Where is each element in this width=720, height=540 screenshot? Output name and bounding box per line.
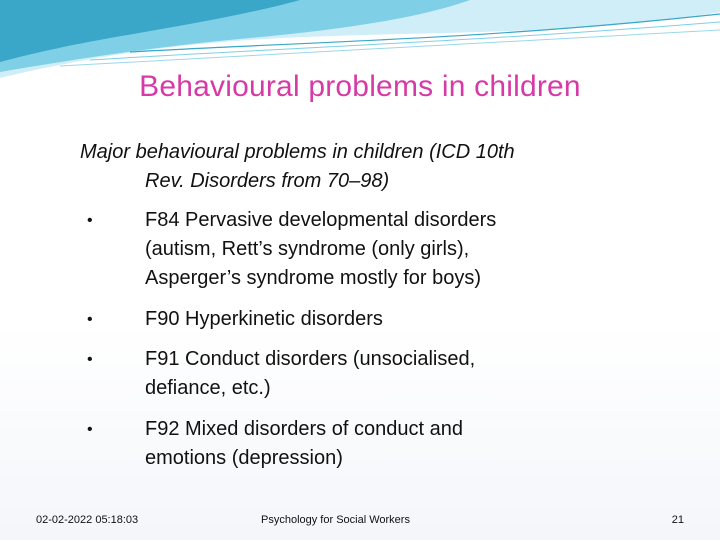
bullet-text [145, 206, 665, 293]
bullet-line: F92 Mixed disorders of conduct and [145, 418, 463, 440]
bullet-marker: • [87, 351, 93, 368]
bullet-line: emotions (depression) [145, 447, 343, 469]
page-number: 21 [671, 514, 684, 526]
bullet-line: F84 Pervasive developmental disorders [145, 209, 497, 231]
bullet-marker: • [87, 421, 93, 438]
bullet-line: F91 Conduct disorders (unsocialised, [145, 348, 476, 370]
slide-title: Behavioural problems in children [139, 70, 581, 103]
bullet-marker: • [87, 212, 93, 229]
bullet-line: Asperger’s syndrome mostly for boys) [145, 267, 482, 289]
bullet-line: (autism, Rett’s syndrome (only girls), [145, 238, 470, 260]
bullet-text [145, 305, 665, 334]
bullet-line: F90 Hyperkinetic disorders [145, 308, 383, 330]
footer-date: 02-02-2022 05:18:03 [36, 514, 139, 526]
bullet-line: defiance, etc.) [145, 377, 271, 399]
subtitle-line-2: Rev. Disorders from 70–98) [145, 170, 390, 192]
subtitle-line-1: Major behavioural problems in children (ICD 10th [80, 141, 515, 163]
bullet-text [145, 415, 665, 473]
bullet-marker: • [87, 311, 93, 328]
footer-title: Psychology for Social Workers [261, 514, 410, 526]
bullet-text [145, 345, 665, 403]
